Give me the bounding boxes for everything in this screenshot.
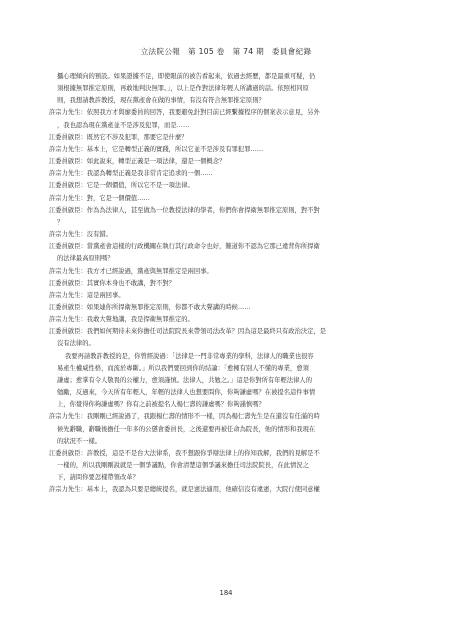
transcript-line: 江委員啟臣：既然它不涉及犯罪，那要它是什麼？ bbox=[49, 133, 188, 141]
transcript-line: 江委員啟臣：其實你本身也不敢講，對不對？ bbox=[49, 279, 175, 287]
transcript-line: 許宗力先生：我方才已經說過，黨產與無罪推定是兩回事。 bbox=[49, 267, 213, 275]
gazette-header: 立法院公報 第 105 卷 第 74 期 委員會紀錄 bbox=[140, 47, 312, 56]
transcript-line: 江委員啟臣：如果連你所捍衛無罪推定原則，你都不敢大聲講的時候…… bbox=[49, 303, 251, 311]
transcript-line: 許宗力先生：基本上，我認為只要是總統提名，就是憲法適用，他確信沒有違憲，大院行使同意權 bbox=[49, 486, 320, 494]
transcript-line: 許宗力先生：我認為轉型正義是我非常肯定追求的一個…… bbox=[49, 170, 213, 178]
transcript-line: ？ bbox=[57, 218, 64, 226]
transcript-line: 上，你覺得你夠謙虛嗎？你有之前被提名人楊仁壽的謙虛嗎？你夠謹慎嗎？ bbox=[57, 401, 265, 409]
transcript-line: 江委員啟臣：它是一個價值，所以它不是一項法律。 bbox=[49, 182, 194, 190]
transcript-line: 江委員啟臣：如此說來，轉型正義是一項法律，還是一個概念？ bbox=[49, 158, 226, 166]
page-number: 184 bbox=[219, 589, 233, 597]
transcript-line: 候先辭職，辭職後擔任一年多的公懲會委員長，之後還要再被任命為院長，他的情形和我現在 bbox=[57, 425, 316, 433]
transcript-line: ，我也認為現在黨產並不是涉及犯罪，而是…… bbox=[57, 121, 190, 129]
transcript-line: 許宗力先生：我剛剛已經說過了，我跟楊仁壽的情形不一樣，因為楊仁壽先生是在還沒有任滿的時 bbox=[49, 413, 320, 421]
transcript-line: 沒有法律的。 bbox=[57, 340, 95, 348]
transcript-line: 一樣的，所以我剛剛說就是一個爭議點，你會清楚這個爭議來擔任司法院院長，在此情況之 bbox=[57, 462, 309, 469]
transcript-line: 江委員啟臣：我們如何期待未來你擔任司法院院長來帶領司法改革？因為這是最終只有政治決定，是 bbox=[49, 328, 327, 336]
transcript-line: 謙虛；愈掌有令人敬畏的公權力，愈須謹慎。法律人，共勉之。」這是你對所有年輕法律人的 bbox=[57, 376, 313, 384]
transcript-line: 我要再請教許教授的是，你曾經說過：「法律是一門非常專業的學科，法律人的職業也很容 bbox=[65, 352, 314, 360]
transcript-line: 下，請問你要怎樣帶領改革？ bbox=[57, 474, 139, 482]
transcript-line: 許宗力先生：我敢大聲地講，我是捍衛無罪推定的。 bbox=[49, 316, 194, 324]
transcript-line: 江委員啟臣：許教授，這是不是台大法律系，我不想跟你爭辯法律上的你知我解，我們的見解是不 bbox=[49, 449, 320, 457]
transcript-line: 的法律最高原則嗎？ bbox=[57, 255, 114, 263]
transcript-line: 許宗力先生：依照我方才與廖委員的回答，我要避免針對目前已經繫據程序的個案表示意見，另外 bbox=[49, 109, 320, 117]
transcript-line: 許宗力先生：沒有錯。 bbox=[49, 231, 112, 239]
transcript-line: 的狀況不一樣。 bbox=[57, 437, 102, 445]
transcript-line: 許宗力先生：這是兩回事。 bbox=[49, 291, 125, 299]
transcript-line: 須根據無罪推定原則，再敢地判決無罪。」，以上是作對法律年輕人所講過的話。依照相同原 bbox=[57, 85, 309, 93]
transcript-line: 許宗力先生：對，它是一個價值…… bbox=[49, 194, 150, 202]
transcript-line: 江委員啟臣：作為為法律人，甚至做為一位教授法律的學者，你們你會捍衛無罪推定原則，對不對 bbox=[49, 206, 320, 214]
transcript-line: 攝心理傾向的預設。如果證據不足，即使眼前的被告看起來，依過去經歷，都是最重可疑，仍 bbox=[57, 73, 316, 80]
transcript-body bbox=[49, 71, 405, 496]
transcript-line: 江委員啟臣：當黨產會這樣的行政機關在執行其行政命令也好，難道你不認為它那已違背你所捍衛 bbox=[49, 243, 320, 251]
transcript-line: 易產生權威性格，而流於專斷。」所以我們要回到你的結論：「愈擁有別人不懂的專業，愈須 bbox=[57, 364, 309, 372]
transcript-line: 則，我想請教許教授，現在黨產會在做的事情，有沒有符合無罪推定原則？ bbox=[57, 97, 265, 105]
transcript-line: 許宗力先生：基本上，它是轉型正義的實踐，所以它並不是涉及有罪犯罪…… bbox=[49, 145, 264, 153]
transcript-line: 勉勵，反過來，今天所有年輕人，年輕的法律人也想要問你，你夠謙虛嗎？在被提名這件事情 bbox=[57, 389, 316, 397]
